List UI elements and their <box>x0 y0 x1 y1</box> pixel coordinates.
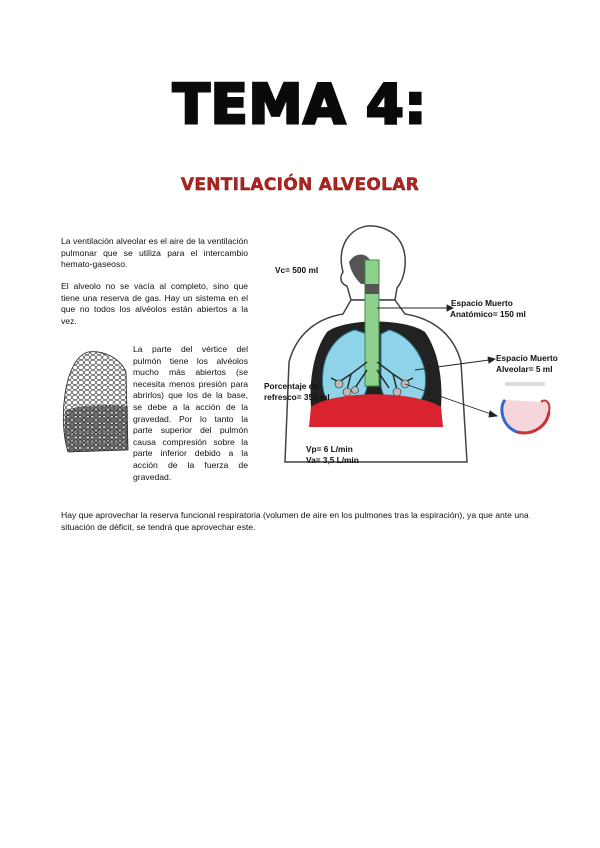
label-espacio-muerto-alveolar: Espacio Muerto <box>496 353 558 363</box>
paragraph-reserva-funcional: Hay que aprovechar la reserva funcional respiratoria (volumen de aire en los pulmones tras la espiración), ya que ante una situación de déficit, se tendrá que aprovechar este. <box>61 510 529 533</box>
label-espacio-muerto-alveolar-value: Alveolar= 5 ml <box>496 364 553 374</box>
label-vc: Vc= 500 ml <box>275 265 319 275</box>
label-porcentaje: Porcentaje de <box>264 381 319 391</box>
label-espacio-muerto-anatomico: Espacio Muerto <box>451 298 513 308</box>
label-vp: Vp= 6 L/min <box>306 444 353 454</box>
label-espacio-muerto-anatomico-value: Anatómico= 150 ml <box>450 309 526 319</box>
page-title: TEMA 4: <box>172 73 428 136</box>
respiratory-diagram <box>255 222 565 482</box>
label-va: Va= 3,5 L/min <box>306 455 359 465</box>
paragraph-alveolo: El alveolo no se vacía al completo, sino que tiene una reserva de gas. Hay un sistema en el que no todos los alvéolos están abiertos a la vez. <box>61 281 248 326</box>
paragraph-vertice: La parte del vértice del pulmón tiene los alvéolos mucho más abiertos (se necesita menos presión para abrirlos) que los de la base, se debe a la acción de la gravedad. Por lo tanto la parte superior del pulmón causa compresión sobre la parte inferior debido a la acción de la fuerza de gravedad. <box>133 344 248 482</box>
lung-alveoli-illustration <box>60 350 130 455</box>
paragraph-definition: La ventilación alveolar es el aire de la ventilación pulmonar que se utiliza para el intercambio hemato-gaseoso. <box>61 236 248 270</box>
label-porcentaje-value: refresco= 350 ml <box>264 392 330 402</box>
page-subtitle: VENTILACIÓN ALVEOLAR <box>180 175 420 195</box>
